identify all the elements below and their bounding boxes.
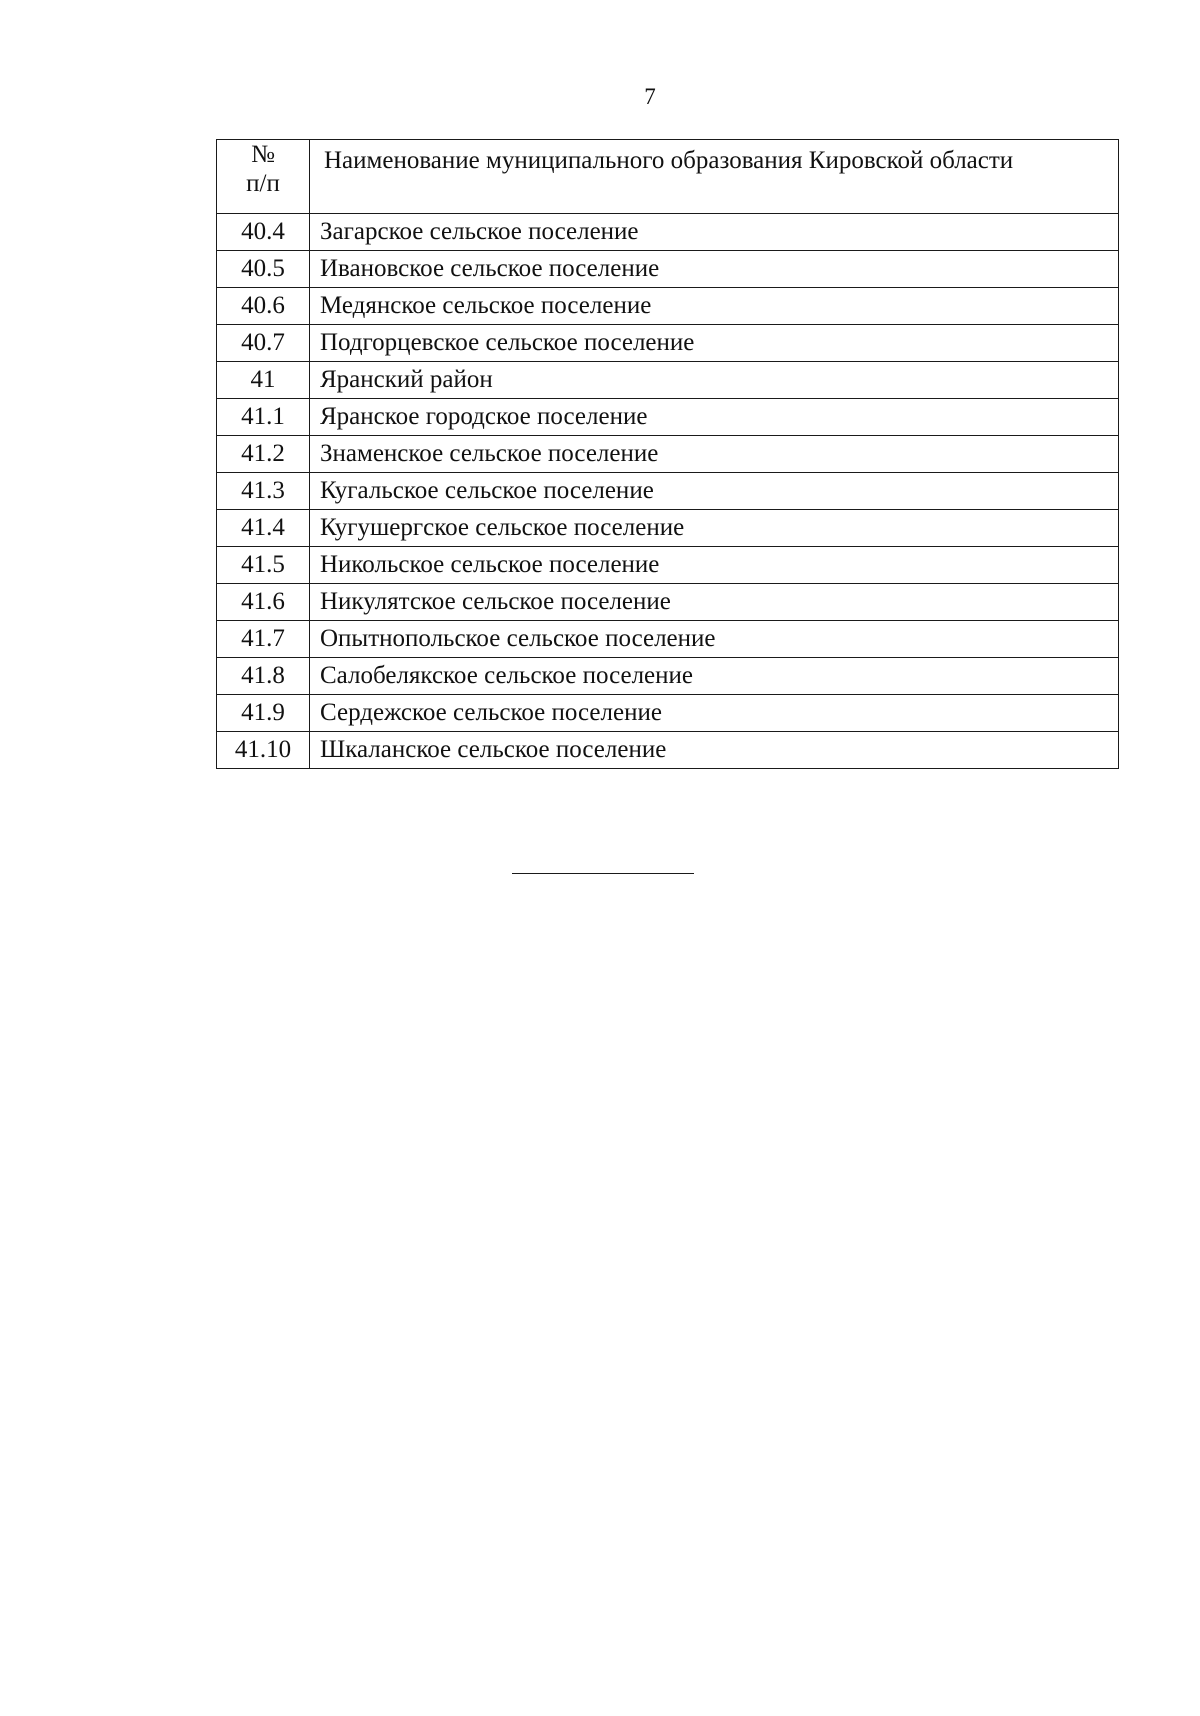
column-header-number-abbr: п/п	[246, 170, 280, 197]
row-name: Яранский район	[310, 362, 1119, 399]
table-row	[217, 547, 1119, 584]
row-number: 41.4	[217, 510, 310, 547]
row-number: 40.6	[217, 288, 310, 325]
row-name: Медянское сельское поселение	[310, 288, 1119, 325]
row-number: 40.7	[217, 325, 310, 362]
row-name: Никулятское сельское поселение	[310, 584, 1119, 621]
row-name: Салобелякское сельское поселение	[310, 658, 1119, 695]
table-row	[217, 510, 1119, 547]
row-name: Знаменское сельское поселение	[310, 436, 1119, 473]
row-name: Кугушергское сельское поселение	[310, 510, 1119, 547]
table-row	[217, 584, 1119, 621]
row-name: Сердежское сельское поселение	[310, 695, 1119, 732]
row-name: Никольское сельское поселение	[310, 547, 1119, 584]
row-number: 41	[217, 362, 310, 399]
row-number: 41.6	[217, 584, 310, 621]
column-header-number-symbol: №	[251, 141, 275, 168]
table-row	[217, 621, 1119, 658]
row-number: 41.2	[217, 436, 310, 473]
row-name: Шкаланское сельское поселение	[310, 732, 1119, 769]
column-header-name: Наименование муниципального образования Кировской области	[310, 140, 1119, 214]
row-number: 41.10	[217, 732, 310, 769]
table-row	[217, 436, 1119, 473]
row-name: Яранское городское поселение	[310, 399, 1119, 436]
row-number: 41.9	[217, 695, 310, 732]
table-header-row	[217, 140, 1119, 214]
row-number: 41.3	[217, 473, 310, 510]
table-row	[217, 325, 1119, 362]
table-row	[217, 288, 1119, 325]
table-row	[217, 251, 1119, 288]
row-name: Опытнопольское сельское поселение	[310, 621, 1119, 658]
table-row	[217, 695, 1119, 732]
row-number: 41.5	[217, 547, 310, 584]
page-number: 7	[644, 84, 656, 109]
row-name: Кугальское сельское поселение	[310, 473, 1119, 510]
table-row	[217, 214, 1119, 251]
row-name: Ивановское сельское поселение	[310, 251, 1119, 288]
row-number: 41.1	[217, 399, 310, 436]
column-header-number	[217, 140, 310, 214]
row-number: 41.7	[217, 621, 310, 658]
municipalities-table	[216, 139, 1119, 769]
row-name: Подгорцевское сельское поселение	[310, 325, 1119, 362]
table-row	[217, 473, 1119, 510]
table-row	[217, 732, 1119, 769]
row-name: Загарское сельское поселение	[310, 214, 1119, 251]
table-row	[217, 362, 1119, 399]
row-number: 40.5	[217, 251, 310, 288]
end-of-document-rule	[512, 873, 694, 874]
row-number: 40.4	[217, 214, 310, 251]
row-number: 41.8	[217, 658, 310, 695]
table-row	[217, 399, 1119, 436]
table-row	[217, 658, 1119, 695]
